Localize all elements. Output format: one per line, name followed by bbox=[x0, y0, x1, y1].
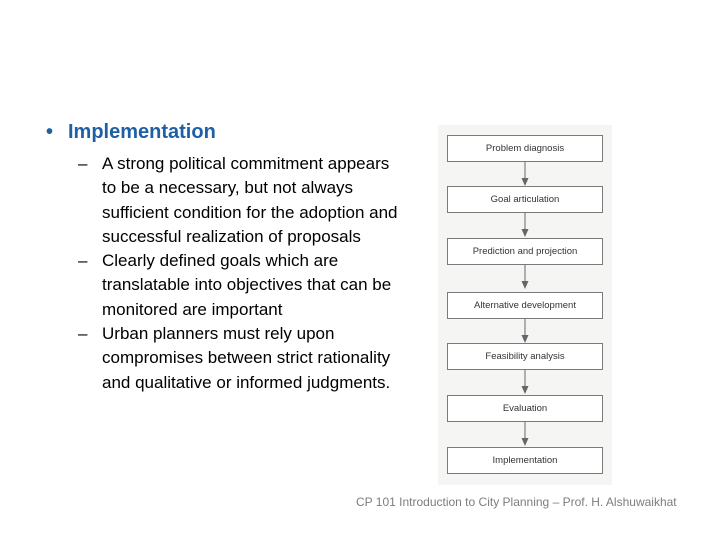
sub-bullet bbox=[78, 249, 398, 322]
dash-glyph: – bbox=[78, 154, 88, 173]
flow-step-alternative-development: Alternative development bbox=[447, 292, 603, 319]
flow-arrow-icon bbox=[438, 370, 612, 394]
flow-step-prediction-and-projection: Prediction and projection bbox=[447, 238, 603, 265]
flow-arrow-icon bbox=[438, 162, 612, 186]
flow-arrow-icon bbox=[438, 265, 612, 289]
planning-process-flowchart bbox=[438, 125, 612, 485]
flow-arrow-icon bbox=[438, 319, 612, 343]
main-bullet bbox=[46, 121, 216, 144]
sub-bullet-list bbox=[78, 152, 398, 395]
flow-step-problem-diagnosis: Problem diagnosis bbox=[447, 135, 603, 162]
flow-step-implementation: Implementation bbox=[447, 447, 603, 474]
flow-step-feasibility-analysis: Feasibility analysis bbox=[447, 343, 603, 370]
bullet-glyph: • bbox=[46, 121, 54, 143]
sub-bullet-text: A strong political commitment appears to be a necessary, but not always sufficient condition for the adoption and successful realization of proposals bbox=[102, 154, 398, 246]
main-bullet-text: Implementation bbox=[68, 121, 216, 143]
sub-bullet-text: Clearly defined goals which are translatable into objectives that can be monitored are important bbox=[102, 251, 392, 319]
flow-step-goal-articulation: Goal articulation bbox=[447, 186, 603, 213]
sub-bullet bbox=[78, 322, 398, 395]
flow-step-evaluation: Evaluation bbox=[447, 395, 603, 422]
dash-glyph: – bbox=[78, 251, 88, 271]
dash-glyph: – bbox=[78, 324, 88, 344]
slide-footer: CP 101 Introduction to City Planning – Prof. H. Alshuwaikhat bbox=[356, 495, 677, 509]
flow-arrow-icon bbox=[438, 213, 612, 237]
sub-bullet bbox=[78, 152, 398, 249]
flow-arrow-icon bbox=[438, 422, 612, 446]
sub-bullet-text: Urban planners must rely upon compromises between strict rationality and qualitative or informed judgments. bbox=[102, 324, 391, 392]
